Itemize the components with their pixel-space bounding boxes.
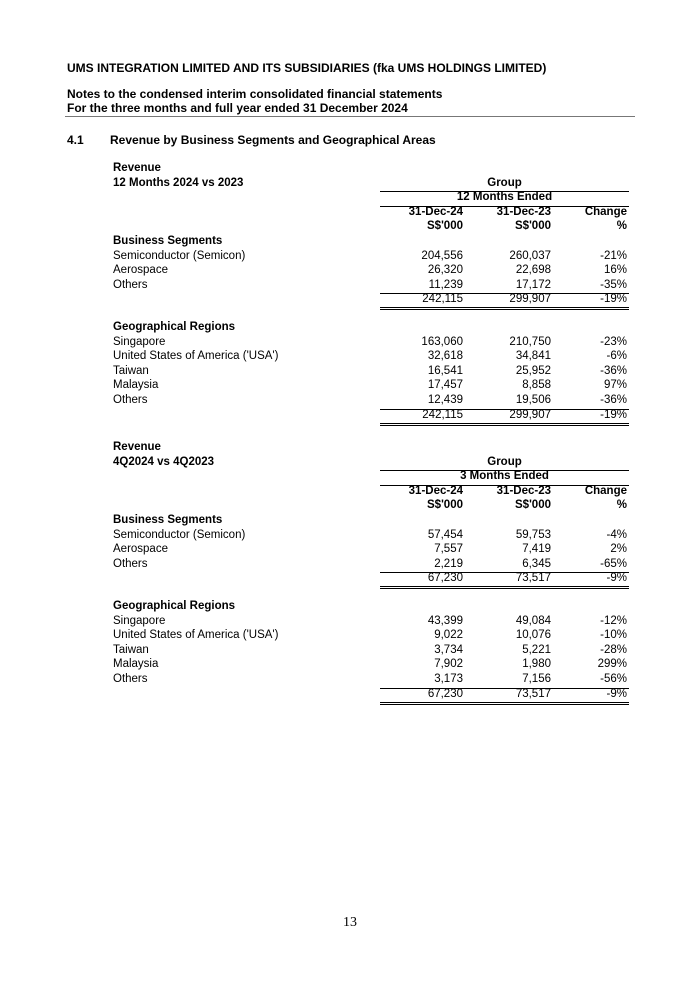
row-label: Singapore: [113, 335, 166, 348]
company-name: UMS INTEGRATION LIMITED AND ITS SUBSIDIARIES (fka UMS HOLDINGS LIMITED): [67, 61, 547, 75]
value-current: 163,060: [421, 335, 463, 348]
value-current: 17,457: [427, 379, 463, 392]
row-label: Malaysia: [113, 658, 159, 671]
total-prior: 299,907: [509, 408, 551, 421]
section-heading: Business Segments: [113, 235, 223, 247]
value-current: 12,439: [427, 394, 463, 406]
value-current: 3,173: [434, 673, 463, 685]
value-prior: 19,506: [515, 394, 551, 406]
value-prior: 49,084: [515, 614, 551, 627]
total-current: 242,115: [422, 408, 463, 421]
total-double-underline: [380, 425, 629, 426]
page-number: 13: [343, 915, 357, 930]
total-change: -9%: [606, 572, 627, 585]
value-current: 7,557: [434, 543, 463, 556]
value-change: -4%: [606, 528, 627, 541]
value-change: -12%: [600, 614, 627, 627]
value-current: 204,556: [421, 249, 463, 262]
value-current: 9,022: [434, 629, 463, 642]
unit-prior: S$'000: [515, 220, 551, 233]
unit-change: %: [616, 499, 627, 512]
value-change: -65%: [600, 557, 627, 570]
value-current: 3,734: [434, 643, 463, 656]
value-prior: 1,980: [522, 658, 551, 671]
total-double-underline: [380, 309, 629, 310]
section-title: Revenue by Business Segments and Geographical Areas: [110, 133, 436, 147]
value-change: -36%: [600, 394, 627, 406]
value-prior: 25,952: [515, 364, 551, 377]
value-change: -56%: [600, 673, 627, 685]
value-prior: 10,076: [515, 629, 551, 642]
total-change: -19%: [600, 408, 627, 421]
row-label: Aerospace: [113, 543, 168, 556]
row-label: United States of America ('USA'): [113, 350, 279, 363]
value-change: -6%: [606, 350, 627, 363]
value-prior: 6,345: [522, 557, 551, 570]
value-prior: 260,037: [509, 249, 551, 262]
value-change: -28%: [600, 643, 627, 656]
value-change: -35%: [600, 278, 627, 291]
row-label: Semiconductor (Semicon): [113, 249, 246, 262]
section-number: 4.1: [67, 133, 84, 147]
value-current: 7,902: [434, 658, 463, 671]
value-prior: 34,841: [515, 350, 551, 363]
unit-current: S$'000: [427, 499, 463, 512]
row-label: Semiconductor (Semicon): [113, 528, 246, 541]
row-label: United States of America ('USA'): [113, 629, 279, 642]
unit-current: S$'000: [427, 220, 463, 233]
total-double-underline: [380, 702, 629, 703]
notes-title: Notes to the condensed interim consolidated financial statements: [67, 87, 443, 101]
value-change: 2%: [610, 543, 627, 556]
value-prior: 8,858: [522, 379, 551, 392]
unit-change: %: [616, 220, 627, 233]
total-double-underline: [380, 704, 629, 705]
value-change: -10%: [600, 629, 627, 642]
total-double-underline: [380, 423, 629, 424]
value-change: 299%: [597, 658, 627, 671]
period-header: 3 Months Ended: [460, 470, 549, 483]
row-label: Taiwan: [113, 643, 149, 656]
table-subtitle: 4Q2024 vs 4Q2023: [113, 455, 215, 468]
value-current: 43,399: [427, 614, 463, 627]
total-double-underline: [380, 586, 629, 587]
value-prior: 7,156: [522, 673, 551, 685]
column-header-current: 31-Dec-24: [408, 205, 463, 218]
total-current: 67,230: [427, 687, 463, 700]
column-header-current: 31-Dec-24: [408, 484, 463, 497]
value-prior: 210,750: [509, 335, 551, 348]
value-prior: 5,221: [522, 643, 551, 656]
total-change: -19%: [600, 293, 627, 306]
column-header-prior: 31-Dec-23: [496, 484, 551, 497]
value-current: 32,618: [427, 350, 463, 363]
table-title: Revenue: [113, 162, 161, 174]
group-header: Group: [487, 455, 522, 468]
row-label: Others: [113, 673, 148, 685]
row-label: Malaysia: [113, 379, 159, 392]
value-prior: 17,172: [515, 278, 551, 291]
row-label: Aerospace: [113, 264, 168, 277]
header-divider: [65, 116, 635, 117]
value-current: 57,454: [427, 528, 463, 541]
column-header-change: Change: [584, 484, 627, 497]
value-change: -36%: [600, 364, 627, 377]
period-header: 12 Months Ended: [456, 191, 553, 204]
value-current: 11,239: [428, 278, 463, 291]
row-label: Taiwan: [113, 364, 149, 377]
section-heading: Geographical Regions: [113, 321, 236, 333]
value-prior: 22,698: [515, 264, 551, 277]
value-change: -23%: [600, 335, 627, 348]
total-current: 242,115: [422, 293, 463, 306]
value-current: 16,541: [427, 364, 463, 377]
total-prior: 73,517: [515, 687, 551, 700]
unit-prior: S$'000: [515, 499, 551, 512]
total-double-underline: [380, 588, 629, 589]
section-heading: Geographical Regions: [113, 600, 236, 612]
value-current: 2,219: [434, 557, 463, 570]
value-change: 16%: [603, 264, 627, 277]
total-change: -9%: [606, 687, 627, 700]
value-prior: 59,753: [515, 528, 551, 541]
table-title: Revenue: [113, 441, 161, 453]
total-prior: 299,907: [509, 293, 551, 306]
value-change: -21%: [600, 249, 627, 262]
group-header: Group: [487, 176, 522, 189]
total-double-underline: [380, 307, 629, 308]
table-subtitle: 12 Months 2024 vs 2023: [113, 176, 244, 189]
value-current: 26,320: [427, 264, 463, 277]
row-label: Singapore: [113, 614, 166, 627]
section-heading: Business Segments: [113, 514, 223, 526]
column-header-prior: 31-Dec-23: [496, 205, 551, 218]
row-label: Others: [113, 278, 148, 291]
value-prior: 7,419: [522, 543, 551, 556]
row-label: Others: [113, 394, 148, 406]
total-prior: 73,517: [515, 572, 551, 585]
total-current: 67,230: [427, 572, 463, 585]
value-change: 97%: [603, 379, 627, 392]
column-header-change: Change: [584, 205, 627, 218]
row-label: Others: [113, 557, 148, 570]
period-subtitle: For the three months and full year ended 31 December 2024: [67, 101, 408, 115]
